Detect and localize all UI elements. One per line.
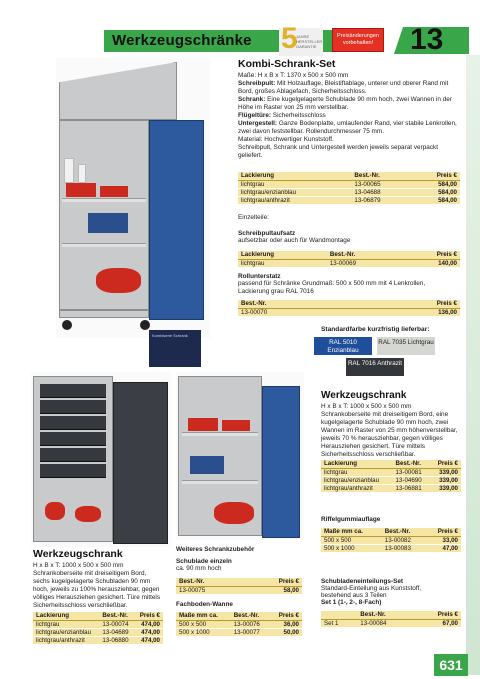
price-cell: 474,00 bbox=[134, 620, 163, 628]
kombi-l2-label: Schrank: bbox=[238, 96, 266, 103]
kombi-l5: Material: Hochwertiger Kunststoff. bbox=[238, 136, 334, 143]
cell: lichtgrau bbox=[321, 468, 393, 476]
col-header: Preis € bbox=[245, 578, 302, 586]
wz-left-description: H x B x T: 1000 x 500 x 500 mm Schrankoberseite mit dreiseitigem Bord, sechs kugelgelagerte Schubladen 90 mm hoch, jeweils zu 100% herausziehbar, gegen völliges Herausziehen gesichert. Türe mittels Sicherheitsschloss verschließbar. bbox=[33, 562, 161, 609]
col-header: Preis € bbox=[425, 528, 461, 536]
wheel bbox=[140, 320, 150, 330]
einteilung-desc3: Set 1 (1-, 2-, 8-Fach) bbox=[321, 599, 382, 606]
table-row bbox=[321, 544, 461, 552]
riffel-price-table bbox=[321, 528, 461, 552]
roll-price-table bbox=[238, 300, 460, 316]
kombi-cabinet-image bbox=[56, 58, 210, 338]
drawer bbox=[40, 416, 106, 430]
pult-description: aufsetzbar oder auch für Wandmontage bbox=[238, 237, 351, 244]
col-header: Best.-Nr. bbox=[357, 611, 414, 619]
cable-reel bbox=[75, 506, 101, 522]
cell: Set 1 bbox=[321, 619, 357, 627]
kombi-l1: Mit Holzauflage, Bleistiftablage, unterer und oberer Rand mit Bord, großes Ablagefach, Sicherheitsschloss. bbox=[238, 80, 449, 95]
price-cell: 339,00 bbox=[430, 476, 461, 484]
price-cell: 584,00 bbox=[411, 196, 460, 204]
cell: 13-04690 bbox=[393, 476, 431, 484]
schublade-desc: ca. 90 mm hoch bbox=[176, 565, 222, 572]
price-cell: 47,00 bbox=[425, 544, 461, 552]
kombi-l4: Ganze Bodenplatte, umlaufender Rand, vier stabile Lenkrollen, zwei davon feststellbar. Rollendurchmesser 75 mm. bbox=[238, 120, 457, 135]
color-swatch-anthrazit: RAL 7016 Anthrazit bbox=[346, 358, 404, 376]
page-number: 631 bbox=[434, 654, 468, 676]
price-note-badge: Preisänderungen vorbehalten! bbox=[332, 28, 384, 52]
col-header: Best.-Nr. bbox=[231, 612, 270, 620]
cell: 13-00077 bbox=[231, 628, 270, 636]
col-header: Maße mm ca. bbox=[176, 612, 231, 620]
cell: 13-00082 bbox=[382, 536, 426, 544]
col-header: Lackierung bbox=[238, 251, 327, 259]
cell: 500 x 500 bbox=[176, 620, 231, 628]
cell: 13-04689 bbox=[99, 628, 134, 636]
cell: lichtgrau/enzianblau bbox=[238, 188, 351, 196]
cable-reel bbox=[96, 268, 141, 293]
price-cell: 36,00 bbox=[270, 620, 302, 628]
cell: 500 x 1000 bbox=[176, 628, 231, 636]
col-header bbox=[321, 611, 357, 619]
kombi-l2: Eine kugelgelagerte Schublade 90 mm hoch, zwei Wannen in der Höhe im Raster von 25 mm verstellbar. bbox=[238, 96, 452, 111]
col-header: Best.-Nr. bbox=[382, 528, 426, 536]
schublade-price-table bbox=[176, 578, 302, 594]
col-header: Lackierung bbox=[321, 460, 393, 468]
bottle bbox=[78, 164, 86, 183]
wanne-title: Fachboden-Wanne bbox=[176, 601, 233, 608]
riffel-title: Riffelgummiauflage bbox=[321, 516, 381, 523]
col-header: Preis € bbox=[414, 611, 461, 619]
drawer bbox=[40, 448, 106, 462]
col-header: Preis € bbox=[360, 300, 460, 308]
table-row bbox=[176, 628, 302, 636]
kombi-title: Kombi-Schrank-Set bbox=[238, 58, 336, 70]
cell: 13-00076 bbox=[231, 620, 270, 628]
kombi-l4-label: Untergestell: bbox=[238, 120, 278, 127]
undercarriage bbox=[59, 310, 149, 318]
cable-reel bbox=[45, 502, 65, 520]
price-cell: 474,00 bbox=[134, 636, 163, 644]
red-bin bbox=[188, 418, 218, 431]
cell: lichtgrau/enzianblau bbox=[33, 628, 99, 636]
cell: lichtgrau bbox=[238, 259, 327, 267]
cell: 13-00070 bbox=[238, 308, 360, 316]
price-cell: 67,00 bbox=[414, 619, 461, 627]
table-row bbox=[238, 259, 460, 267]
desk-top bbox=[59, 62, 177, 120]
wz-right-title: Werkzeugschrank bbox=[321, 390, 407, 401]
price-cell: 140,00 bbox=[400, 259, 460, 267]
cell: 13-00069 bbox=[327, 259, 400, 267]
wheel bbox=[62, 320, 72, 330]
wz-left-title: Werkzeugschrank bbox=[33, 548, 123, 560]
col-header: Preis € bbox=[270, 612, 302, 620]
table-row bbox=[321, 468, 461, 476]
einzelteile-label: Einzelteile: bbox=[238, 214, 269, 221]
kombi-dims: Maße: H x B x T: 1370 x 500 x 500 mm bbox=[238, 72, 349, 79]
shelf bbox=[182, 480, 258, 484]
einteilung-desc2: bestehend aus 3 Teilen bbox=[321, 592, 387, 599]
cabinet-door bbox=[262, 386, 300, 538]
table-row bbox=[238, 188, 460, 196]
cell: 13-06880 bbox=[99, 636, 134, 644]
cell: lichtgrau/anthrazit bbox=[321, 484, 393, 492]
cell: 13-04688 bbox=[351, 188, 411, 196]
shelf bbox=[182, 432, 258, 436]
cabinet-door bbox=[149, 120, 204, 320]
price-cell: 584,00 bbox=[411, 180, 460, 188]
color-swatch-lichtgrau: RAL 7035 Lichtgrau bbox=[377, 337, 435, 355]
drawer bbox=[40, 464, 106, 478]
col-header: Best.-Nr. bbox=[176, 578, 245, 586]
price-cell: 50,00 bbox=[270, 628, 302, 636]
kombi-l3: Sicherheitsschloss bbox=[271, 112, 326, 119]
table-row bbox=[176, 586, 302, 594]
cell: 13-06879 bbox=[351, 196, 411, 204]
table-row bbox=[321, 536, 461, 544]
table-row bbox=[238, 308, 460, 316]
toolbox bbox=[190, 456, 224, 474]
table-row bbox=[238, 196, 460, 204]
cable-reel bbox=[214, 502, 254, 524]
col-header: Best.-Nr. bbox=[351, 172, 411, 180]
table-row bbox=[238, 180, 460, 188]
side-strip bbox=[466, 55, 480, 675]
color-swatch-enzianblau: RAL 5010 Enzianblau bbox=[314, 337, 372, 355]
col-header: Maße mm ca. bbox=[321, 528, 382, 536]
toolbox bbox=[88, 213, 128, 233]
table-row bbox=[176, 620, 302, 628]
einteilung-desc1: Standard-Einteilung aus Kunststoff, bbox=[321, 585, 422, 592]
table-row bbox=[321, 476, 461, 484]
wz-left-price-table bbox=[33, 612, 163, 644]
table-row bbox=[33, 636, 163, 644]
standardfarbe-title: Standardfarbe kurzfristig lieferbar: bbox=[321, 326, 430, 333]
col-header: Best.-Nr. bbox=[238, 300, 360, 308]
red-bin bbox=[222, 420, 250, 431]
pult-title: Schreibpultaufsatz bbox=[238, 230, 296, 237]
cell: lichtgrau bbox=[238, 180, 351, 188]
kombi-description bbox=[238, 72, 464, 160]
drawer-cabinet-image bbox=[31, 372, 171, 547]
wanne-price-table bbox=[176, 612, 302, 636]
shelf bbox=[62, 243, 146, 247]
brochure-image: Kombiserie Schrank bbox=[149, 330, 201, 367]
price-cell: 474,00 bbox=[134, 628, 163, 636]
cell: lichtgrau/anthrazit bbox=[238, 196, 351, 204]
schublade-title: Schublade einzeln bbox=[176, 558, 232, 565]
table-row bbox=[33, 628, 163, 636]
price-cell: 584,00 bbox=[411, 188, 460, 196]
roll-title: Rollunterstatz bbox=[238, 273, 281, 280]
col-header: Preis € bbox=[400, 251, 460, 259]
cell: lichtgrau/enzianblau bbox=[321, 476, 393, 484]
cell: 13-00083 bbox=[382, 544, 426, 552]
col-header: Lackierung bbox=[238, 172, 351, 180]
drawer bbox=[40, 432, 106, 446]
roll-description: passend für Schränke Grundmaß: 500 x 500 mm mit 4 Lenkrollen, Lackierung grau RAL 7016 bbox=[238, 280, 426, 295]
einteilung-price-table bbox=[321, 611, 461, 627]
col-header: Preis € bbox=[134, 612, 163, 620]
drawer bbox=[40, 400, 106, 414]
einteilung-title: Schubladeneinteilungs-Set bbox=[321, 578, 404, 585]
col-header: Preis € bbox=[411, 172, 460, 180]
cell: 13-00065 bbox=[351, 180, 411, 188]
price-cell: 58,00 bbox=[245, 586, 302, 594]
col-header: Best.-Nr. bbox=[393, 460, 431, 468]
kombi-price-table bbox=[238, 172, 460, 204]
price-cell: 33,00 bbox=[425, 536, 461, 544]
cell: 500 x 1000 bbox=[321, 544, 382, 552]
cell: 500 x 500 bbox=[321, 536, 382, 544]
col-header: Lackierung bbox=[33, 612, 99, 620]
cell: 13-00084 bbox=[357, 619, 414, 627]
col-header: Best.-Nr. bbox=[327, 251, 400, 259]
cell: 13-00081 bbox=[393, 468, 431, 476]
cell: 13-00074 bbox=[99, 620, 134, 628]
cell: 13-00075 bbox=[176, 586, 245, 594]
garantie-number: 5 bbox=[281, 22, 298, 55]
table-row bbox=[33, 620, 163, 628]
cell: 13-06881 bbox=[393, 484, 431, 492]
bottle bbox=[64, 158, 74, 183]
cabinet-door bbox=[113, 382, 168, 544]
col-header: Preis € bbox=[430, 460, 461, 468]
red-bin bbox=[66, 183, 96, 197]
zubehoer-title: Weiteres Schrankzubehör bbox=[176, 546, 255, 553]
cell: lichtgrau/anthrazit bbox=[33, 636, 99, 644]
page-title: Werkzeugschränke bbox=[112, 32, 252, 49]
pult-price-table bbox=[238, 251, 460, 267]
kombi-l6: Schreibpult, Schrank und Untergestell werden jeweils separat verpackt geliefert. bbox=[238, 144, 438, 159]
cell: lichtgrau bbox=[33, 620, 99, 628]
price-cell: 339,00 bbox=[430, 484, 461, 492]
table-row bbox=[321, 484, 461, 492]
kombi-l1-label: Schreibpult: bbox=[238, 80, 276, 87]
chapter-number: 13 bbox=[410, 23, 444, 56]
drawer bbox=[40, 384, 106, 398]
wz-right-price-table bbox=[321, 460, 461, 492]
garantie-text: JAHRE HERSTELLER GARANTIE bbox=[296, 34, 323, 49]
wz-right-description: H x B x T: 1000 x 500 x 500 mm Schrankoberseite mit dreiseitigem Bord, eine kugelgelagerte Schublade 90 mm hoch, zwei Wannen im Raster von 25 mm höhenverstellbar, jeweils 70 % herausziehbar, gegen völliges Herausziehen gesichert. Türe mittels Sicherheitsschloss verschließbar. bbox=[321, 403, 458, 458]
shelf-cabinet-image bbox=[176, 372, 304, 540]
table-row bbox=[321, 619, 461, 627]
shelf bbox=[62, 198, 146, 202]
price-cell: 339,00 bbox=[430, 468, 461, 476]
red-bin bbox=[100, 186, 128, 197]
kombi-l3-label: Flügeltüre: bbox=[238, 112, 272, 119]
price-cell: 136,00 bbox=[360, 308, 460, 316]
col-header: Best.-Nr. bbox=[99, 612, 134, 620]
